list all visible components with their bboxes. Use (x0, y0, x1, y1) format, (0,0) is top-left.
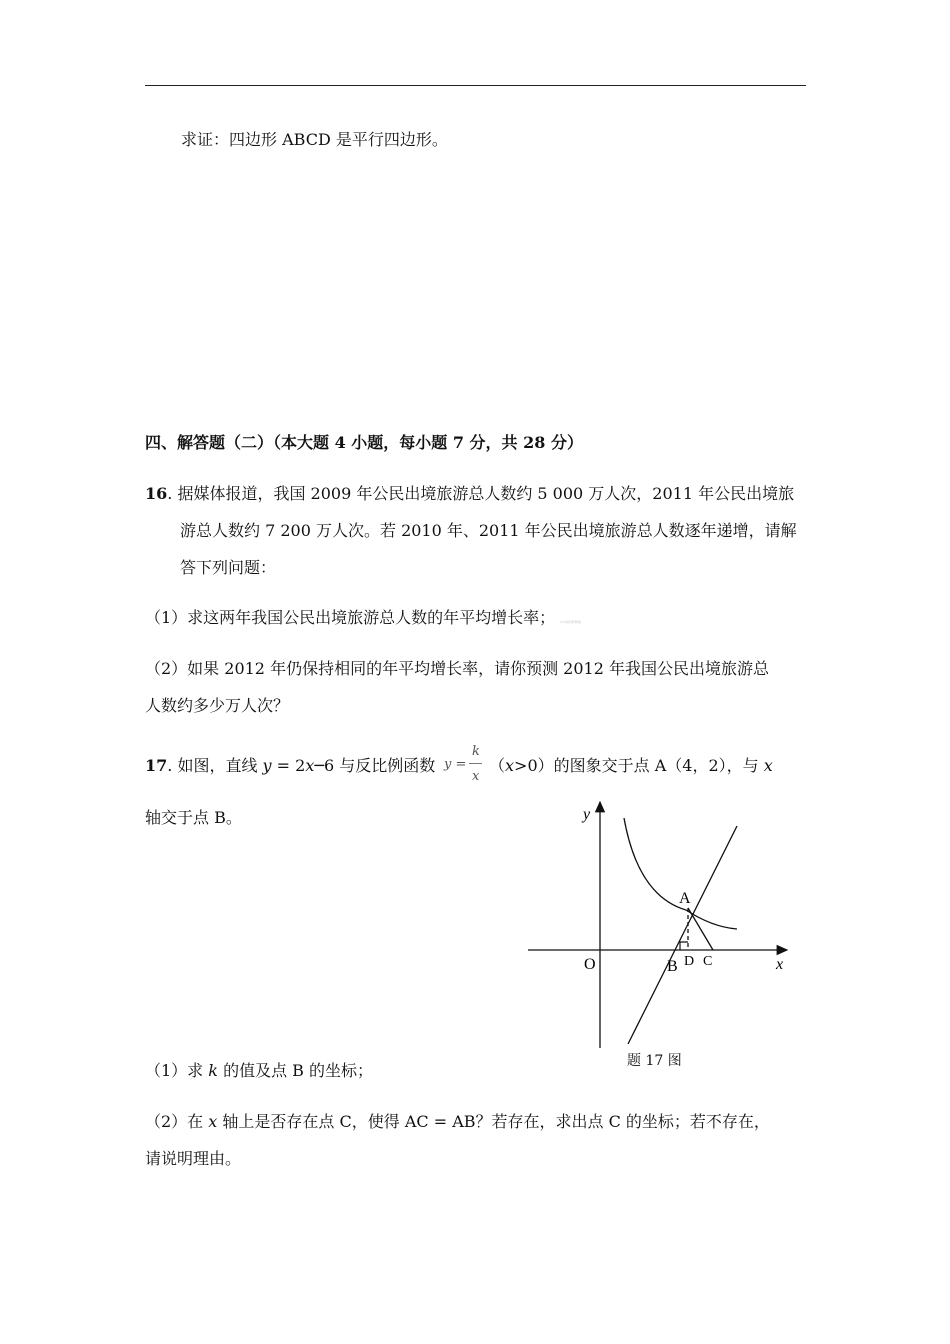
q17-line1 (145, 753, 435, 776)
eq-end: ─6 与反比例函数 (314, 756, 436, 775)
figure-caption: 题 17 图 (627, 1053, 682, 1069)
cond-open: （ (489, 756, 506, 775)
frac-lhs: y = (444, 757, 467, 772)
q16-number: 16 (145, 484, 168, 503)
figure-17 (520, 790, 800, 1080)
top-rule (145, 85, 806, 86)
label-y: y (583, 806, 591, 823)
cond-x: x (505, 756, 515, 775)
q17-sub2-x: x (208, 1112, 218, 1131)
fraction-bar (469, 763, 482, 764)
q17-sub1-a: （1）求 (145, 1061, 209, 1080)
cond-rest: >0）的图象交于点 A（4，2），与 (514, 756, 764, 775)
eq-x: x (305, 756, 315, 775)
q16-text1: . 据媒体报道，我国 2009 年公民出境旅游总人数约 5 000 万人次，2011 年公民出境旅 (167, 484, 795, 503)
q17-sub2-a: （2）在 (145, 1112, 209, 1131)
label-b: B (667, 958, 678, 975)
label-c: C (703, 954, 713, 969)
hyperbola-curve (624, 818, 737, 929)
section-title: 四、解答题（二）（本大题 4 小题，每小题 7 分，共 28 分） (145, 433, 583, 452)
label-x: x (776, 956, 784, 973)
frac-numerator: k (472, 744, 480, 759)
q17-intro: . 如图，直线 (167, 756, 263, 775)
q16-sub1-text: （1）求这两年我国公民出境旅游总人数的年平均增长率； (145, 608, 556, 627)
q17-number: 17 (145, 756, 168, 775)
segment-ac (688, 908, 713, 950)
label-d: D (684, 954, 695, 969)
eq-y: y (262, 756, 272, 775)
frac-denominator: x (472, 769, 480, 784)
eq-mid: = 2 (271, 756, 306, 775)
axis-x-word: x (763, 756, 773, 775)
q17-line2: 轴交于点 B。 (145, 808, 242, 827)
right-angle-mark (680, 942, 688, 950)
q17-sub1 (145, 1058, 373, 1081)
watermark-text: (21世纪教育网) (560, 620, 582, 624)
q17-sub2-line2: 请说明理由。 (145, 1149, 242, 1168)
proof-statement: 求证：四边形 ABCD 是平行四边形。 (181, 130, 448, 149)
label-o: O (584, 956, 596, 973)
q16-line2: 游总人数约 7 200 万人次。若 2010 年、2011 年公民出境旅游总人数逐年递增，请解 (180, 521, 797, 540)
q16-sub2-line1: （2）如果 2012 年仍保持相同的年平均增长率，请你预测 2012 年我国公民出境旅游总 (145, 659, 769, 678)
q16-line3: 答下列问题： (180, 558, 277, 577)
q16-sub1 (145, 605, 581, 628)
q17-sub2-b: 轴上是否存在点 C，使得 AC = AB？若存在，求出点 C 的坐标；若不存在， (217, 1112, 770, 1131)
label-a: A (679, 890, 691, 907)
q17-sub1-b: 的值及点 B 的坐标； (217, 1061, 374, 1080)
q17-sub2-line1 (145, 1109, 770, 1132)
q17-sub1-k: k (208, 1061, 218, 1080)
line-y-2x-6 (628, 826, 737, 1044)
q16-line1 (145, 481, 794, 504)
q17-line1-rest (489, 753, 773, 776)
q16-sub2-line2: 人数约多少万人次？ (145, 696, 290, 715)
